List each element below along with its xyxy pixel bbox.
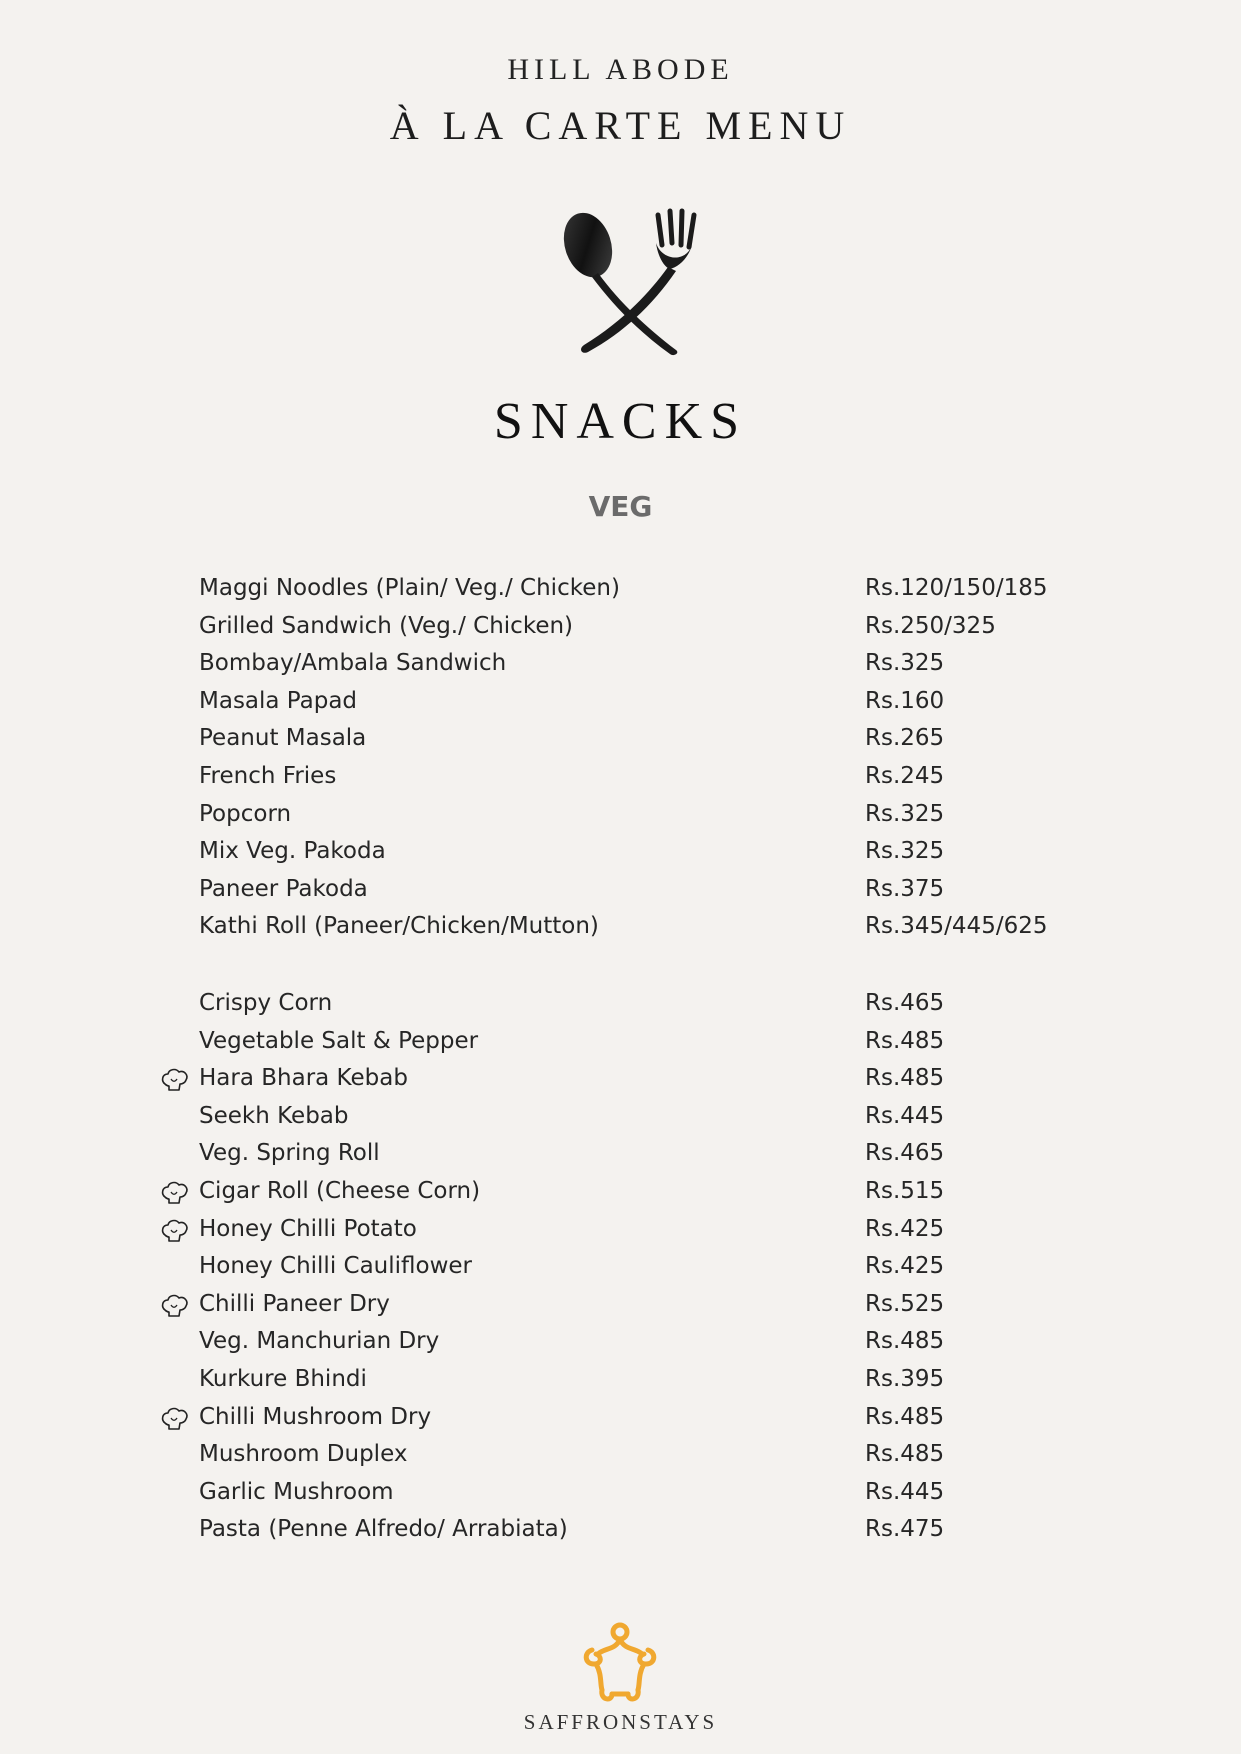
chef-hat-icon <box>160 1406 190 1431</box>
menu-item <box>0 608 1241 646</box>
item-price: Rs.445 <box>865 1478 945 1505</box>
item-name: Maggi Noodles (Plain/ Veg./ Chicken) <box>199 575 620 601</box>
menu-item <box>0 1023 1241 1061</box>
item-price: Rs.475 <box>865 1516 945 1543</box>
menu-item <box>0 683 1241 721</box>
menu-item <box>0 1436 1241 1474</box>
item-price: Rs.325 <box>865 800 945 827</box>
item-name: Chilli Paneer Dry <box>199 1290 390 1317</box>
item-price: Rs.445 <box>865 1102 945 1129</box>
item-name: Cigar Roll (Cheese Corn) <box>199 1177 481 1204</box>
item-name: Peanut Masala <box>199 725 367 752</box>
chef-hat-icon <box>160 1218 190 1243</box>
cutlery-icon <box>558 205 718 360</box>
item-name: Masala Papad <box>199 687 358 714</box>
chef-hat-icon <box>160 1067 190 1092</box>
item-price: Rs.485 <box>865 1328 945 1355</box>
item-price: Rs.525 <box>865 1290 945 1317</box>
item-name: Chilli Mushroom Dry <box>199 1403 432 1430</box>
menu-item <box>0 871 1241 909</box>
menu-item <box>0 1286 1241 1324</box>
menu-item <box>0 720 1241 758</box>
item-name: Kathi Roll (Paneer/Chicken/Mutton) <box>199 913 599 940</box>
menu-item <box>0 796 1241 834</box>
menu-item <box>0 1361 1241 1399</box>
item-price: Rs.375 <box>865 875 945 902</box>
menu-item <box>0 1248 1241 1286</box>
item-price: Rs.250/325 <box>865 612 996 639</box>
item-name: French Fries <box>199 762 337 789</box>
item-price: Rs.485 <box>865 1403 945 1430</box>
item-name: Hara Bhara Kebab <box>199 1065 408 1092</box>
chef-hat-icon <box>160 1180 190 1205</box>
menu-item <box>0 1511 1241 1549</box>
item-price: Rs.425 <box>865 1215 945 1242</box>
item-name: Mushroom Duplex <box>199 1441 408 1468</box>
item-price: Rs.265 <box>865 725 945 752</box>
saffronstays-logo-icon <box>576 1620 664 1708</box>
logo-text: SAFFRONSTAYS <box>523 1710 718 1734</box>
item-name: Mix Veg. Pakoda <box>199 838 386 865</box>
item-name: Popcorn <box>199 800 292 827</box>
subsection-title: VEG <box>588 490 653 523</box>
menu-item <box>0 985 1241 1023</box>
item-price: Rs.345/445/625 <box>865 913 1048 940</box>
item-price: Rs.485 <box>865 1065 945 1092</box>
item-price: Rs.120/150/185 <box>865 575 1048 601</box>
menu-item <box>0 758 1241 796</box>
section-title: SNACKS <box>493 393 748 450</box>
item-price: Rs.425 <box>865 1253 945 1280</box>
menu-item <box>0 1474 1241 1512</box>
brand-title: HILL ABODE <box>507 53 734 86</box>
item-name: Seekh Kebab <box>199 1102 349 1129</box>
item-name: Grilled Sandwich (Veg./ Chicken) <box>199 612 574 639</box>
item-name: Veg. Spring Roll <box>199 1140 380 1167</box>
item-price: Rs.395 <box>865 1365 945 1392</box>
item-name: Pasta (Penne Alfredo/ Arrabiata) <box>199 1516 568 1543</box>
item-price: Rs.485 <box>865 1441 945 1468</box>
menu-item <box>0 1323 1241 1361</box>
item-name: Garlic Mushroom <box>199 1478 394 1505</box>
menu-item <box>0 1173 1241 1211</box>
menu-title: À LA CARTE MENU <box>389 103 852 148</box>
chef-hat-icon <box>160 1293 190 1318</box>
item-price: Rs.465 <box>865 990 945 1016</box>
item-name: Honey Chilli Cauliflower <box>199 1253 473 1280</box>
menu-item <box>0 1098 1241 1136</box>
item-name: Bombay/Ambala Sandwich <box>199 650 507 677</box>
item-price: Rs.485 <box>865 1027 945 1054</box>
menu-item <box>0 908 1241 946</box>
item-name: Vegetable Salt & Pepper <box>199 1027 479 1054</box>
menu-item <box>0 1060 1241 1098</box>
item-price: Rs.325 <box>865 650 945 677</box>
item-name: Honey Chilli Potato <box>199 1215 417 1242</box>
item-price: Rs.245 <box>865 762 945 789</box>
menu-item <box>0 1211 1241 1249</box>
item-price: Rs.465 <box>865 1140 945 1167</box>
menu-list-group-1 <box>0 570 1241 946</box>
item-name: Paneer Pakoda <box>199 875 368 902</box>
item-price: Rs.160 <box>865 687 945 714</box>
item-name: Kurkure Bhindi <box>199 1365 367 1392</box>
item-price: Rs.325 <box>865 838 945 865</box>
menu-item <box>0 570 1241 608</box>
item-price: Rs.515 <box>865 1177 945 1204</box>
item-name: Veg. Manchurian Dry <box>199 1328 440 1355</box>
menu-item <box>0 1135 1241 1173</box>
menu-item <box>0 645 1241 683</box>
item-name: Crispy Corn <box>199 990 333 1016</box>
menu-list-group-2 <box>0 985 1241 1549</box>
menu-item <box>0 1399 1241 1437</box>
menu-item <box>0 833 1241 871</box>
